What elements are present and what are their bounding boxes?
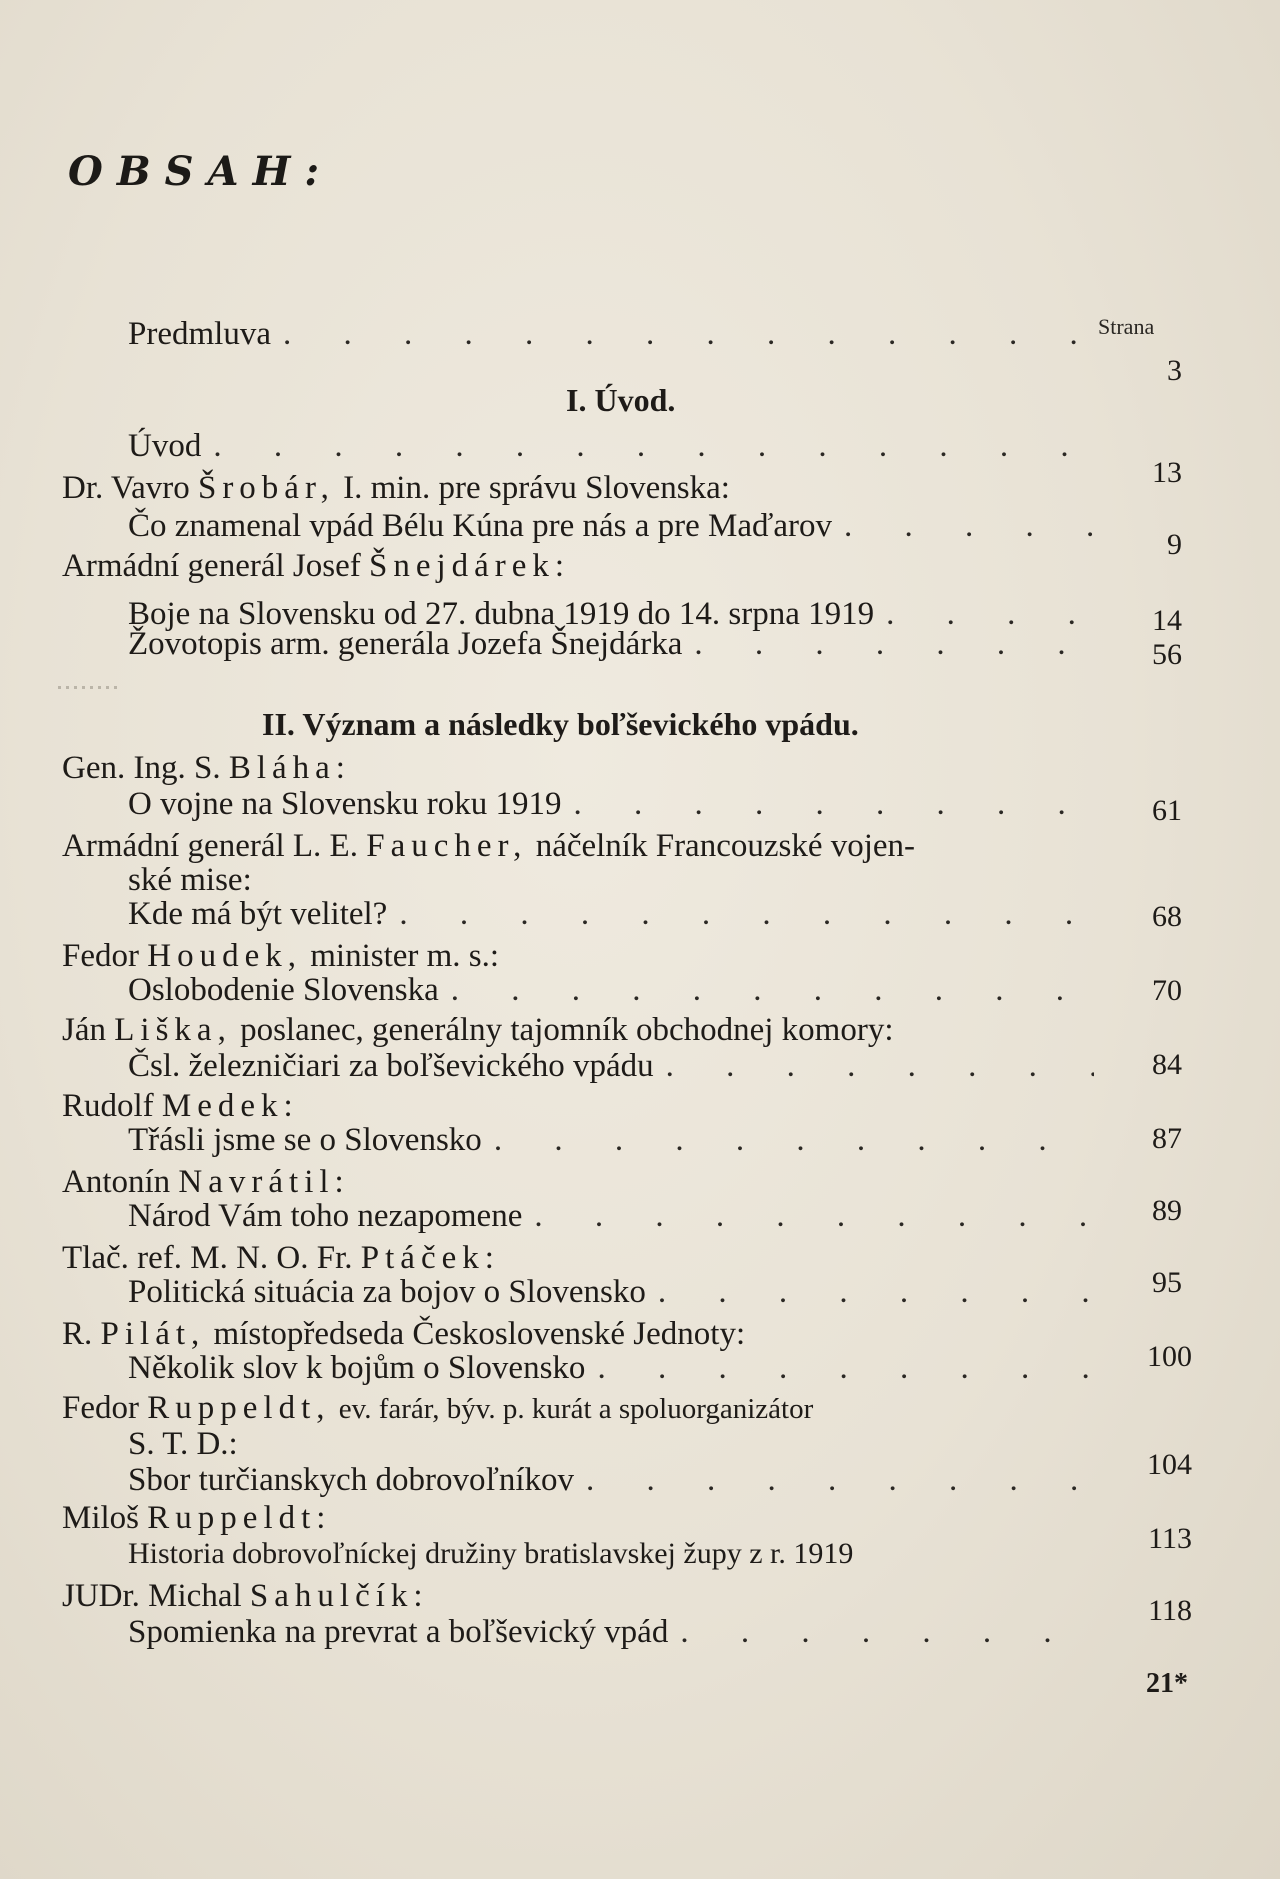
dot-leader — [586, 1462, 1094, 1498]
entry-title: Historia dobrovoľníckej družiny bratislavskej župy z r. 1919 — [128, 1537, 854, 1570]
signature-mark: 21* — [1146, 1668, 1188, 1699]
entry-title: Boje na Slovensku od 27. dubna 1919 do 14. srpna 1919 — [128, 596, 875, 632]
page-column-header: Strana — [1098, 314, 1155, 339]
dot-leader — [574, 786, 1094, 822]
entry-author: Armádní generál L. E. Faucher, náčelník Francouzské vojen- — [62, 828, 916, 864]
toc-entry-pilat — [128, 1350, 1108, 1386]
entry-page-number: 89 — [1152, 1194, 1182, 1227]
entry-page-number: 104 — [1147, 1448, 1192, 1481]
toc-entry-predmluva — [128, 316, 1108, 352]
entry-author: Gen. Ing. S. Bláha: — [62, 750, 351, 786]
toc-entry-uvod — [128, 428, 1108, 464]
toc-entry-faucher — [128, 896, 1108, 932]
toc-entry-liska — [128, 1048, 1108, 1084]
dot-leader — [213, 428, 1094, 464]
entry-title: Několik slov k bojům o Slovensko — [128, 1350, 586, 1386]
entry-author: Fedor Ruppeldt, ev. farár, býv. p. kurát a spoluorganizátor — [62, 1390, 814, 1426]
entry-author: Antonín Navrátil: — [62, 1164, 350, 1200]
entry-author: Rudolf Medek: — [62, 1088, 299, 1124]
dot-leader — [658, 1274, 1094, 1310]
entry-author: Ján Liška, poslanec, generálny tajomník obchodnej komory: — [62, 1012, 894, 1048]
dot-leader — [399, 896, 1094, 932]
dot-leader — [844, 508, 1094, 544]
entry-author: Dr. Vavro Šrobár, I. min. pre správu Slovenska: — [62, 470, 730, 506]
toc-entry-fedor-ruppeldt — [128, 1462, 1108, 1498]
toc-entry-blaha — [128, 786, 1108, 822]
entry-title: Sbor turčianskych dobrovoľníkov — [128, 1462, 575, 1498]
page-title: OBSAH: — [68, 148, 334, 195]
section-heading-1: I. Úvod. — [566, 382, 676, 418]
dot-leader — [597, 1350, 1094, 1386]
entry-title: O vojne na Slovensku roku 1919 — [128, 786, 562, 822]
entry-page-number: 13 — [1152, 456, 1182, 489]
toc-entry-sahulcik — [128, 1614, 1108, 1650]
dot-leader — [694, 626, 1094, 662]
entry-page-number: 68 — [1152, 900, 1182, 933]
dot-leader — [680, 1614, 1094, 1650]
entry-page-number: 87 — [1152, 1122, 1182, 1155]
entry-author: R. Pilát, místopředseda Československé Jednoty: — [62, 1316, 746, 1352]
entry-author: Tlač. ref. M. N. O. Fr. Ptáček: — [62, 1240, 500, 1276]
toc-entry-snejdarek-zivotopis — [128, 626, 1108, 662]
entry-title: Čo znamenal vpád Bélu Kúna pre nás a pre Maďarov — [128, 508, 833, 544]
entry-title: Úvod — [128, 428, 202, 464]
entry-page-number: 100 — [1147, 1340, 1192, 1373]
toc-entry-ptacek — [128, 1274, 1108, 1310]
dot-leader — [451, 972, 1094, 1008]
entry-title: Kde má být velitel? — [128, 896, 388, 932]
entry-title: Třásli jsme se o Slovensko — [128, 1122, 482, 1158]
entry-author: Miloš Ruppeldt: — [62, 1500, 332, 1536]
entry-title: Oslobodenie Slovenska — [128, 972, 439, 1008]
entry-page-number: 84 — [1152, 1048, 1182, 1081]
entry-page-number: 9 — [1167, 528, 1182, 561]
entry-page-number: 70 — [1152, 974, 1182, 1007]
entry-page-number: 56 — [1152, 638, 1182, 671]
entry-author: Armádní generál Josef Šnejdárek: — [62, 548, 571, 584]
entry-page-number: 113 — [1148, 1522, 1192, 1555]
entry-page-number: 118 — [1148, 1594, 1192, 1627]
entry-title: Predmluva — [128, 316, 271, 352]
entry-page-number: 3 — [1167, 354, 1182, 387]
dot-leader — [283, 316, 1094, 352]
entry-page-number: 14 — [1152, 604, 1182, 637]
dot-leader — [494, 1122, 1094, 1158]
entry-author-continued: S. T. D.: — [128, 1426, 238, 1462]
dot-leader — [666, 1048, 1094, 1084]
entry-title: Čsl. železničiari za boľševického vpádu — [128, 1048, 654, 1084]
section-heading-2: II. Význam a následky boľševického vpádu. — [262, 706, 859, 742]
entry-title: Národ Vám toho nezapomene — [128, 1198, 523, 1234]
entry-author-continued: ské mise: — [128, 862, 252, 898]
entry-title: Spomienka na prevrat a boľševický vpád — [128, 1614, 669, 1650]
entry-author: JUDr. Michal Sahulčík: — [62, 1578, 429, 1614]
toc-entry-srobar — [128, 508, 1108, 544]
entry-page-number: 61 — [1152, 794, 1182, 827]
toc-entry-navratil — [128, 1198, 1108, 1234]
dot-leader — [534, 1198, 1094, 1234]
entry-title: Politická situácia za bojov o Slovensko — [128, 1274, 646, 1310]
toc-entry-houdek — [128, 972, 1108, 1008]
entry-page-number: 95 — [1152, 1266, 1182, 1299]
toc-entry-medek — [128, 1122, 1108, 1158]
entry-author: Fedor Houdek, minister m. s.: — [62, 938, 500, 974]
entry-title: Žovotopis arm. generála Jozefa Šnejdárka — [128, 626, 683, 662]
